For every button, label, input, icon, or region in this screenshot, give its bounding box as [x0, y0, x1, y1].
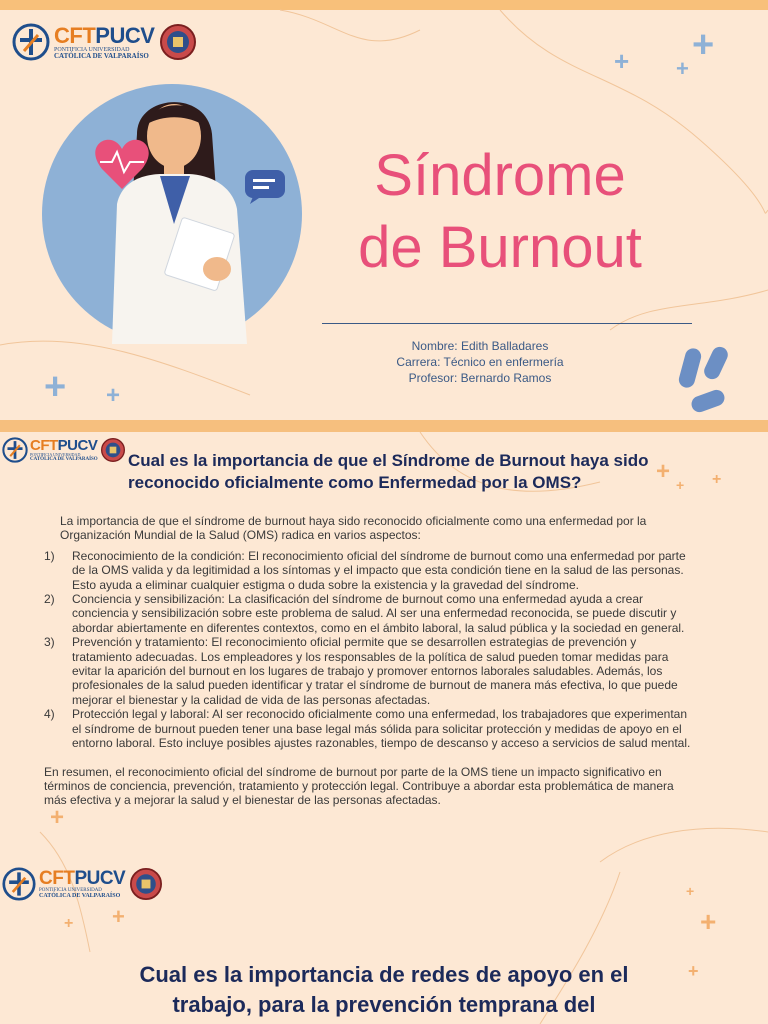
- list-number: 1): [44, 548, 55, 563]
- plus-decoration-icon: +: [112, 904, 125, 929]
- list-item: [44, 635, 694, 707]
- author-professor: Profesor: Bernardo Ramos: [408, 371, 552, 385]
- slide-content: [0, 432, 768, 1024]
- section-heading: Cual es la importancia de que el Síndrome de Burnout haya sido reconocido oficialmente como Enfermedad por la OMS?: [128, 451, 649, 492]
- logo-cft: CFT: [54, 22, 96, 48]
- doctor-illustration: [42, 74, 312, 344]
- list-number: 4): [44, 707, 55, 722]
- plus-decoration-icon: +: [700, 906, 717, 937]
- cross-emblem-icon: [2, 437, 28, 463]
- title-divider: [322, 323, 692, 324]
- list-item: [44, 592, 694, 635]
- cross-emblem-icon: [12, 23, 50, 61]
- logo-subtitle-2: CATÓLICA DE VALPARAÍSO: [30, 457, 98, 462]
- title-line-2: de Burnout: [358, 215, 642, 280]
- pills-icon: [678, 344, 738, 414]
- logo-subtitle-1: PONTIFICIA UNIVERSIDAD: [30, 452, 81, 457]
- logo-subtitle-2: CATÓLICA DE VALPARAÍSO: [39, 893, 121, 899]
- plus-decoration-icon: +: [106, 382, 121, 409]
- plus-decoration-icon: +: [64, 915, 74, 932]
- logo-pucv: PUCV: [74, 868, 126, 889]
- plus-decoration-icon: +: [688, 961, 699, 981]
- logo-pucv: PUCV: [57, 437, 98, 454]
- list-number: 2): [44, 592, 55, 607]
- cftpucv-logo: [2, 866, 162, 902]
- conclusion-paragraph: En resumen, el reconocimiento oficial del síndrome de burnout por parte de la OMS tiene un impacto significativo en términos de conciencia, prevención, tratamiento y protección legal. Contribuye a abordar esta problemática de manera más efectiva y a mejorar la salud y el bienestar de las personas afectadas.: [44, 764, 674, 808]
- plus-decoration-icon: +: [50, 804, 65, 831]
- section-body: [44, 514, 694, 808]
- slide-title: [0, 0, 768, 420]
- plus-decoration-icon: +: [44, 366, 67, 408]
- logo-subtitle-2: CATÓLICA DE VALPARAÍSO: [54, 51, 149, 60]
- university-seal-icon: [101, 436, 125, 464]
- heading-line-2: trabajo, para la prevención temprana del: [172, 992, 596, 1017]
- cftpucv-logo: [2, 436, 125, 464]
- cross-emblem-icon: [2, 867, 36, 901]
- section-heading: [0, 960, 768, 1020]
- title-line-1: Síndrome: [374, 143, 626, 208]
- logo-subtitle-1: PONTIFICIA UNIVERSIDAD: [39, 888, 102, 893]
- logo-subtitle-1: PONTIFICIA UNIVERSIDAD: [54, 46, 130, 53]
- university-seal-icon: [160, 22, 196, 62]
- list-text: Prevención y tratamiento: El reconocimiento oficial permite que se desarrollen estrategias de prevención y tratamiento adecuadas. Los empleadores y los responsables de la política de salud pueden tomar medidas para evitar la aparición del burnout en los lugares de trabajo y promover entornos laborales saludables. Además, los profesionales de la salud pueden identificar y tratar el síndrome de burnout de manera más efectiva, lo que puede mejorar el bienestar y la calidad de vida de las personas afectadas.: [72, 635, 678, 707]
- heading-line-1: Cual es la importancia de redes de apoyo en el: [139, 962, 629, 987]
- list-item: [44, 707, 694, 750]
- plus-decoration-icon: +: [614, 46, 630, 76]
- plus-decoration-icon: +: [692, 24, 715, 66]
- cftpucv-logo: [12, 22, 196, 62]
- author-career: Carrera: Técnico en enfermería: [396, 355, 564, 369]
- page-title: [330, 140, 670, 284]
- logo-cft: CFT: [30, 437, 58, 454]
- author-info: [380, 338, 580, 386]
- plus-decoration-icon: +: [712, 471, 722, 488]
- plus-decoration-icon: +: [686, 883, 695, 899]
- author-name: Nombre: Edith Balladares: [411, 339, 549, 353]
- list-text: Conciencia y sensibilización: La clasificación del síndrome de burnout como una enfermedad ayuda a crear conciencia y sensibilización sobre este problema de salud. Al ser una enfermedad reconocida, se puede discutir y abordar abiertamente en diferentes contextos, como en el ámbito laboral, la salud pública y la sociedad en general.: [72, 592, 685, 635]
- list-item: [44, 549, 694, 592]
- plus-decoration-icon: +: [656, 458, 671, 485]
- university-seal-icon: [130, 866, 162, 902]
- logo-pucv: PUCV: [95, 22, 155, 48]
- list-number: 3): [44, 635, 55, 650]
- list-text: Reconocimiento de la condición: El reconocimiento oficial del síndrome de burnout como una enfermedad por parte de la OMS valida y da legitimidad a los síntomas y el impacto que esta condición tiene en la salud de las personas. Esto ayuda a eliminar cualquier estigma o duda sobre la existencia y la gravedad del síndrome.: [72, 548, 686, 592]
- intro-paragraph: La importancia de que el síndrome de burnout haya sido reconocido oficialmente como una enfermedad por la Organización Mundial de la Salud (OMS) radica en varios aspectos:: [60, 514, 647, 543]
- slide-divider: [0, 420, 768, 432]
- logo-cft: CFT: [39, 868, 75, 889]
- plus-decoration-icon: +: [676, 477, 685, 493]
- list-text: Protección legal y laboral: Al ser reconocido oficialmente como una enfermedad, los trabajadores que experimentan el síndrome de burnout pueden tener una base legal más sólida para solicitar protección y medidas de apoyo en el entorno laboral. Esto incluye posibles ajustes razonables, tiempo de descanso y acceso a servicios de salud mental.: [72, 707, 691, 751]
- plus-decoration-icon: +: [676, 56, 689, 81]
